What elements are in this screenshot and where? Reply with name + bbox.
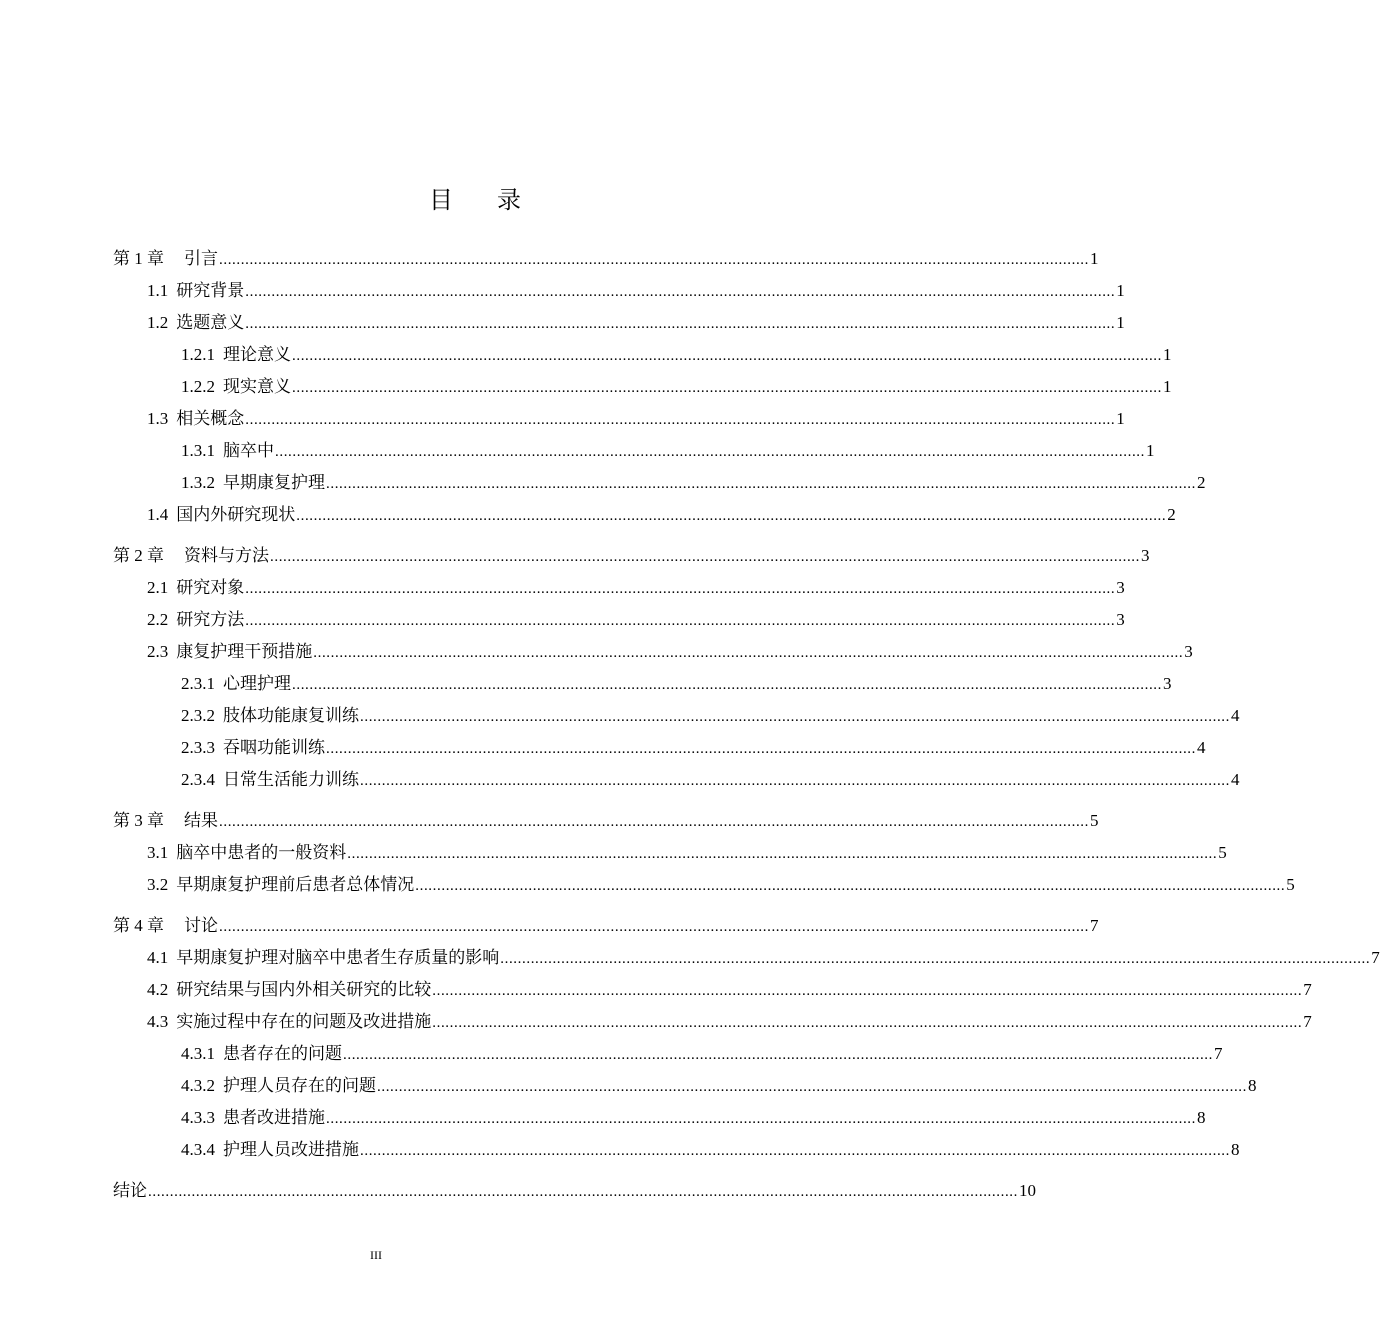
toc-entry-label: 日常生活能力训练	[223, 770, 359, 789]
toc-entry-page: 7	[1371, 948, 1380, 967]
toc-dot-leader: ........................................................................................................................................................................................................	[500, 951, 1371, 967]
toc-subsection-entry[interactable]	[181, 376, 1172, 399]
toc-entry-number: 3.2	[147, 875, 169, 894]
toc-entry-page: 7	[1214, 1044, 1223, 1063]
toc-entry-page: 3	[1116, 610, 1125, 629]
toc-dot-leader: ........................................................................................................................................................................................................	[360, 709, 1230, 725]
toc-subsection-entry[interactable]	[181, 1075, 1257, 1098]
toc-dot-leader: ........................................................................................................................................................................................................	[245, 316, 1116, 332]
toc-dot-leader: ........................................................................................................................................................................................................	[432, 1015, 1303, 1031]
toc-entry-page: 5	[1218, 843, 1227, 862]
toc-entry-label: 护理人员改进措施	[223, 1140, 359, 1159]
toc-dot-leader: ........................................................................................................................................................................................................	[245, 581, 1116, 597]
toc-entry-label: 吞咽功能训练	[223, 738, 325, 757]
toc-dot-leader: ........................................................................................................................................................................................................	[432, 983, 1303, 999]
toc-entry-number: 2.3.1	[181, 674, 215, 693]
toc-entry-page: 2	[1167, 505, 1176, 524]
toc-entry-label: 研究结果与国内外相关研究的比较	[176, 980, 432, 999]
toc-entry-page: 8	[1248, 1076, 1257, 1095]
toc-subsection-entry[interactable]	[181, 344, 1172, 367]
toc-subsection-entry[interactable]	[181, 1043, 1223, 1066]
toc-entry-label: 结果	[184, 811, 218, 831]
toc-entry-label: 研究背景	[176, 281, 245, 300]
toc-subsection-entry[interactable]	[181, 737, 1206, 760]
toc-dot-leader: ........................................................................................................................................................................................................	[343, 1047, 1213, 1063]
footer-page-number: III	[370, 1248, 382, 1262]
toc-entry-page: 2	[1197, 473, 1206, 492]
title-char-2: 录	[497, 186, 521, 214]
toc-entry-number: 3.1	[147, 843, 169, 862]
page-title	[0, 180, 950, 215]
toc-dot-leader: ........................................................................................................................................................................................................	[292, 677, 1162, 693]
toc-entry-page: 1	[1090, 249, 1099, 268]
toc-entry-label: 相关概念	[176, 409, 245, 428]
toc-dot-leader: ........................................................................................................................................................................................................	[326, 1111, 1196, 1127]
toc-subsection-entry[interactable]	[181, 1107, 1206, 1130]
toc-dot-leader: ........................................................................................................................................................................................................	[360, 773, 1230, 789]
toc-entry-number: 1.2.1	[181, 345, 215, 364]
toc-subsection-entry[interactable]	[181, 769, 1240, 792]
toc-entry-number: 2.3.2	[181, 706, 215, 725]
toc-entry-page: 7	[1303, 1012, 1312, 1031]
toc-entry-page: 1	[1163, 345, 1172, 364]
toc-entry-number: 4.3.1	[181, 1044, 215, 1063]
toc-section-entry[interactable]	[147, 947, 1380, 970]
toc-entry-page: 8	[1197, 1108, 1206, 1127]
toc-dot-leader: ........................................................................................................................................................................................................	[219, 814, 1089, 830]
toc-entry-number: 4.3	[147, 1012, 169, 1031]
toc-entry-page: 3	[1184, 642, 1193, 661]
toc-chapter-entry[interactable]	[113, 1180, 1036, 1203]
toc-dot-leader: ........................................................................................................................................................................................................	[219, 919, 1089, 935]
toc-entry-page: 3	[1141, 546, 1150, 565]
toc-entry-number: 1.4	[147, 505, 169, 524]
toc-entry-number: 1.3	[147, 409, 169, 428]
toc-entry-page: 8	[1231, 1140, 1240, 1159]
toc-entry-label: 脑卒中患者的一般资料	[176, 843, 347, 862]
title-char-1: 目	[429, 186, 453, 214]
toc-entry-number: 1.1	[147, 281, 169, 300]
toc-subsection-entry[interactable]	[181, 1139, 1240, 1162]
toc-entry-number: 4.1	[147, 948, 169, 967]
toc-entry-number: 1.2.2	[181, 377, 215, 396]
toc-chapter-entry[interactable]	[113, 915, 1099, 938]
toc-entry-number: 2.1	[147, 578, 169, 597]
toc-entry-number: 2.3	[147, 642, 169, 661]
toc-dot-leader: ........................................................................................................................................................................................................	[219, 252, 1089, 268]
toc-entry-number: 1.3.1	[181, 441, 215, 460]
toc-section-entry[interactable]	[147, 842, 1227, 865]
toc-dot-leader: ........................................................................................................................................................................................................	[292, 380, 1162, 396]
toc-entry-label: 研究对象	[176, 578, 245, 597]
toc-entry-page: 1	[1116, 409, 1125, 428]
toc-entry-page: 1	[1116, 313, 1125, 332]
toc-section-entry[interactable]	[147, 979, 1312, 1002]
toc-entry-label: 肢体功能康复训练	[223, 706, 359, 725]
toc-entry-number: 第 4 章	[113, 916, 164, 935]
toc-entry-number: 1.3.2	[181, 473, 215, 492]
toc-dot-leader: ........................................................................................................................................................................................................	[275, 444, 1145, 460]
toc-dot-leader: ........................................................................................................................................................................................................	[245, 412, 1116, 428]
toc-dot-leader: ........................................................................................................................................................................................................	[148, 1184, 1018, 1200]
toc-entry-label: 护理人员存在的问题	[223, 1076, 376, 1095]
toc-entry-label: 早期康复护理对脑卒中患者生存质量的影响	[176, 948, 500, 967]
toc-section-entry[interactable]	[147, 577, 1125, 600]
toc-dot-leader: ........................................................................................................................................................................................................	[326, 741, 1196, 757]
toc-dot-leader: ........................................................................................................................................................................................................	[245, 613, 1116, 629]
toc-entry-page: 5	[1286, 875, 1295, 894]
toc-entry-page: 3	[1116, 578, 1125, 597]
toc-entry-label: 研究方法	[176, 610, 245, 629]
toc-dot-leader: ........................................................................................................................................................................................................	[360, 1143, 1230, 1159]
toc-chapter-entry[interactable]	[113, 248, 1099, 271]
toc-entry-label: 现实意义	[223, 377, 291, 396]
toc-entry-label: 资料与方法	[184, 546, 269, 566]
toc-entry-number: 1.2	[147, 313, 169, 332]
toc-subsection-entry[interactable]	[181, 472, 1206, 495]
toc-entry-number: 4.2	[147, 980, 169, 999]
toc-entry-number: 第 3 章	[113, 811, 164, 830]
toc-dot-leader: ........................................................................................................................................................................................................	[377, 1079, 1247, 1095]
toc-section-entry[interactable]	[147, 280, 1125, 303]
toc-dot-leader: ........................................................................................................................................................................................................	[270, 549, 1140, 565]
toc-entry-label: 患者存在的问题	[223, 1044, 342, 1063]
toc-entry-page: 5	[1090, 811, 1099, 830]
toc-entry-page: 1	[1163, 377, 1172, 396]
toc-subsection-entry[interactable]	[181, 705, 1240, 728]
toc-entry-number: 4.3.3	[181, 1108, 215, 1127]
toc-dot-leader: ........................................................................................................................................................................................................	[313, 645, 1184, 661]
toc-entry-number: 2.3.4	[181, 770, 215, 789]
toc-section-entry[interactable]	[147, 874, 1295, 897]
toc-entry-label: 早期康复护理	[223, 473, 325, 492]
toc-entry-label: 理论意义	[223, 345, 291, 364]
toc-entry-number: 2.3.3	[181, 738, 215, 757]
toc-entry-label: 国内外研究现状	[176, 505, 296, 524]
toc-entry-number: 4.3.2	[181, 1076, 215, 1095]
toc-entry-label: 选题意义	[176, 313, 245, 332]
toc-entry-number: 2.2	[147, 610, 169, 629]
toc-dot-leader: ........................................................................................................................................................................................................	[415, 878, 1286, 894]
toc-entry-page: 10	[1019, 1181, 1036, 1200]
toc-entry-label: 早期康复护理前后患者总体情况	[176, 875, 415, 894]
toc-chapter-entry[interactable]	[113, 810, 1099, 833]
toc-section-entry[interactable]	[147, 408, 1125, 431]
toc-section-entry[interactable]	[147, 609, 1125, 632]
toc-entry-label: 心理护理	[223, 674, 291, 693]
toc-entry-label: 实施过程中存在的问题及改进措施	[176, 1012, 432, 1031]
toc-section-entry[interactable]	[147, 1011, 1312, 1034]
toc-dot-leader: ........................................................................................................................................................................................................	[292, 348, 1162, 364]
toc-entry-number: 4.3.4	[181, 1140, 215, 1159]
toc-entry-label: 结论	[113, 1181, 147, 1201]
toc-subsection-entry[interactable]	[181, 673, 1172, 696]
toc-section-entry[interactable]	[147, 312, 1125, 335]
toc-entry-page: 4	[1197, 738, 1206, 757]
toc-dot-leader: ........................................................................................................................................................................................................	[245, 284, 1116, 300]
toc-subsection-entry[interactable]	[181, 440, 1155, 463]
toc-section-entry[interactable]	[147, 641, 1193, 664]
toc-entry-page: 1	[1146, 441, 1155, 460]
toc-chapter-entry[interactable]	[113, 545, 1150, 568]
toc-entry-label: 讨论	[184, 916, 218, 936]
toc-entry-label: 脑卒中	[223, 441, 274, 460]
toc-entry-label: 患者改进措施	[223, 1108, 325, 1127]
toc-entry-number: 第 2 章	[113, 546, 164, 565]
toc-entry-page: 4	[1231, 770, 1240, 789]
toc-entry-label: 引言	[184, 249, 218, 269]
toc-entry-label: 康复护理干预措施	[176, 642, 313, 661]
toc-dot-leader: ........................................................................................................................................................................................................	[326, 476, 1196, 492]
toc-entry-number: 第 1 章	[113, 249, 164, 268]
toc-section-entry[interactable]	[147, 504, 1176, 527]
toc-entry-page: 3	[1163, 674, 1172, 693]
toc-entry-page: 4	[1231, 706, 1240, 725]
toc-entry-page: 1	[1116, 281, 1125, 300]
toc-entry-page: 7	[1090, 916, 1099, 935]
toc-dot-leader: ........................................................................................................................................................................................................	[347, 846, 1218, 862]
toc-entry-page: 7	[1303, 980, 1312, 999]
toc-dot-leader: ........................................................................................................................................................................................................	[296, 508, 1167, 524]
